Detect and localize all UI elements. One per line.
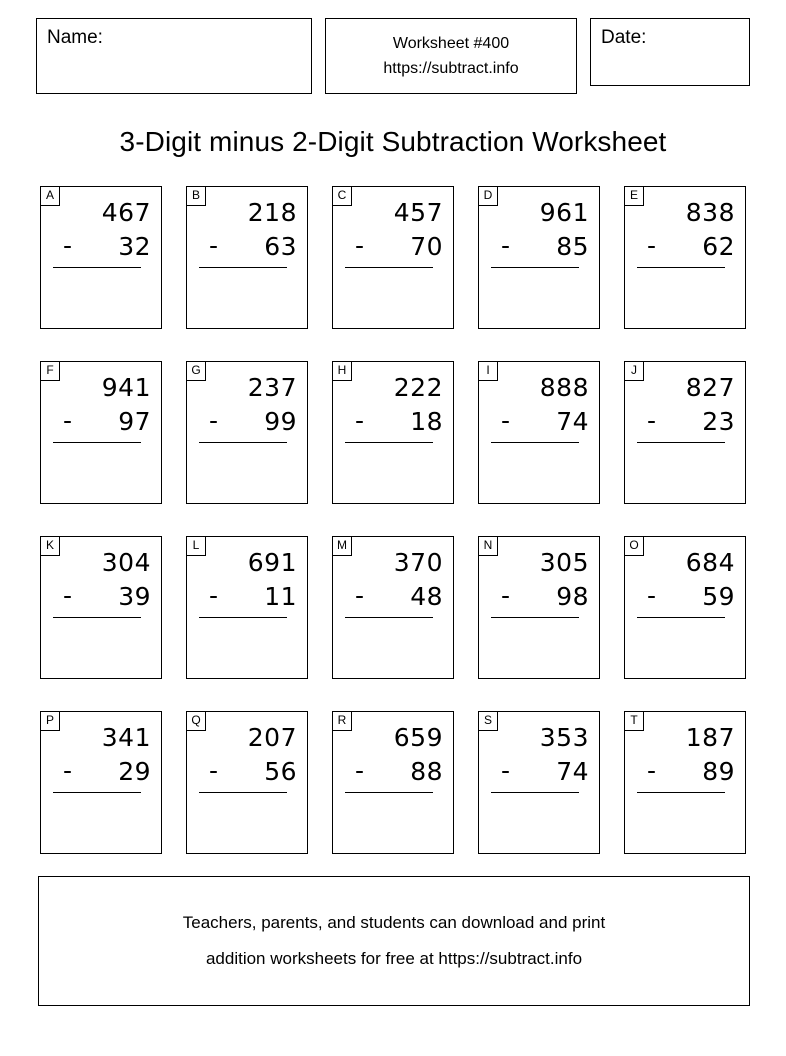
subtrahend: 98	[556, 581, 589, 611]
problem-item[interactable]	[624, 186, 746, 329]
answer-rule	[491, 792, 579, 793]
operator-symbol: -	[209, 406, 219, 435]
problem-calc	[187, 720, 297, 793]
subtrahend: 18	[410, 406, 443, 436]
problem-calc	[41, 720, 151, 793]
minuend: 370	[393, 547, 443, 577]
problem-grid	[36, 186, 750, 854]
operator-symbol: -	[209, 756, 219, 785]
minuend: 187	[685, 722, 735, 752]
problem-item[interactable]	[186, 536, 308, 679]
problem-label: S	[479, 712, 498, 731]
operator-symbol: -	[501, 231, 511, 260]
subtrahend: 97	[118, 406, 151, 436]
operator-symbol: -	[647, 406, 657, 435]
problem-label: P	[41, 712, 60, 731]
minuend: 684	[685, 547, 735, 577]
worksheet-url: https://subtract.info	[383, 60, 519, 77]
header-row	[36, 18, 750, 96]
problem-label: M	[333, 537, 352, 556]
operator-symbol: -	[647, 231, 657, 260]
subtrahend: 59	[702, 581, 735, 611]
problem-item[interactable]	[40, 536, 162, 679]
minuend: 207	[247, 722, 297, 752]
minuend: 941	[101, 372, 151, 402]
answer-rule	[637, 442, 725, 443]
problem-calc	[187, 370, 297, 443]
subtrahend: 56	[264, 756, 297, 786]
answer-rule	[345, 442, 433, 443]
operator-symbol: -	[355, 231, 365, 260]
subtrahend: 62	[702, 231, 735, 261]
problem-item[interactable]	[186, 711, 308, 854]
problem-calc	[479, 370, 589, 443]
operator-symbol: -	[209, 231, 219, 260]
problem-item[interactable]	[40, 711, 162, 854]
problem-label: R	[333, 712, 352, 731]
answer-rule	[199, 442, 287, 443]
problem-calc	[41, 545, 151, 618]
problem-label: J	[625, 362, 644, 381]
answer-rule	[637, 617, 725, 618]
problem-label: T	[625, 712, 644, 731]
answer-rule	[637, 792, 725, 793]
minuend: 222	[393, 372, 443, 402]
operator-symbol: -	[209, 581, 219, 610]
operator-symbol: -	[501, 756, 511, 785]
problem-calc	[333, 195, 443, 268]
page-title: 3-Digit minus 2-Digit Subtraction Worksheet	[119, 126, 667, 157]
minuend: 305	[539, 547, 589, 577]
subtrahend: 29	[118, 756, 151, 786]
operator-symbol: -	[647, 581, 657, 610]
problem-calc	[625, 545, 735, 618]
date-field[interactable]	[590, 18, 750, 86]
answer-rule	[53, 792, 141, 793]
problem-label: H	[333, 362, 352, 381]
problem-calc	[333, 545, 443, 618]
worksheet-info-box	[325, 18, 577, 94]
answer-rule	[199, 792, 287, 793]
operator-symbol: -	[647, 756, 657, 785]
subtrahend: 39	[118, 581, 151, 611]
footer-note	[38, 876, 750, 1006]
problem-item[interactable]	[478, 361, 600, 504]
answer-rule	[345, 267, 433, 268]
problem-label: I	[479, 362, 498, 381]
date-label: Date:	[601, 27, 647, 48]
problem-calc	[41, 195, 151, 268]
answer-rule	[491, 442, 579, 443]
problem-item[interactable]	[624, 536, 746, 679]
minuend: 838	[685, 197, 735, 227]
subtrahend: 23	[702, 406, 735, 436]
subtrahend: 89	[702, 756, 735, 786]
problem-item[interactable]	[478, 711, 600, 854]
subtrahend: 74	[556, 756, 589, 786]
problem-label: D	[479, 187, 498, 206]
problem-calc	[333, 720, 443, 793]
name-field[interactable]	[36, 18, 312, 94]
subtrahend: 32	[118, 231, 151, 261]
problem-calc	[41, 370, 151, 443]
answer-rule	[53, 617, 141, 618]
answer-rule	[199, 617, 287, 618]
operator-symbol: -	[355, 756, 365, 785]
problem-label: K	[41, 537, 60, 556]
subtrahend: 70	[410, 231, 443, 261]
operator-symbol: -	[63, 406, 73, 435]
problem-calc	[187, 545, 297, 618]
operator-symbol: -	[63, 756, 73, 785]
answer-rule	[345, 792, 433, 793]
problem-label: N	[479, 537, 498, 556]
problem-item[interactable]	[332, 711, 454, 854]
answer-rule	[53, 267, 141, 268]
problem-calc	[625, 370, 735, 443]
subtrahend: 11	[264, 581, 297, 611]
minuend: 691	[247, 547, 297, 577]
answer-rule	[491, 267, 579, 268]
problem-calc	[333, 370, 443, 443]
problem-item[interactable]	[186, 186, 308, 329]
name-label: Name:	[47, 27, 103, 48]
minuend: 457	[393, 197, 443, 227]
answer-rule	[199, 267, 287, 268]
answer-rule	[53, 442, 141, 443]
subtrahend: 85	[556, 231, 589, 261]
subtrahend: 99	[264, 406, 297, 436]
minuend: 467	[101, 197, 151, 227]
operator-symbol: -	[355, 406, 365, 435]
answer-rule	[345, 617, 433, 618]
problem-item[interactable]	[624, 711, 746, 854]
minuend: 961	[539, 197, 589, 227]
problem-calc	[625, 195, 735, 268]
minuend: 341	[101, 722, 151, 752]
problem-item[interactable]	[332, 536, 454, 679]
minuend: 827	[685, 372, 735, 402]
problem-item[interactable]	[186, 361, 308, 504]
problem-item[interactable]	[40, 361, 162, 504]
operator-symbol: -	[355, 581, 365, 610]
problem-item[interactable]	[624, 361, 746, 504]
problem-label: A	[41, 187, 60, 206]
problem-label: G	[187, 362, 206, 381]
problem-label: F	[41, 362, 60, 381]
operator-symbol: -	[63, 231, 73, 260]
operator-symbol: -	[63, 581, 73, 610]
problem-label: E	[625, 187, 644, 206]
subtrahend: 48	[410, 581, 443, 611]
problem-label: C	[333, 187, 352, 206]
problem-label: L	[187, 537, 206, 556]
worksheet-number: Worksheet #400	[392, 35, 510, 52]
minuend: 659	[393, 722, 443, 752]
problem-label: B	[187, 187, 206, 206]
problem-calc	[479, 545, 589, 618]
answer-rule	[637, 267, 725, 268]
problem-calc	[479, 720, 589, 793]
minuend: 304	[101, 547, 151, 577]
subtrahend: 63	[264, 231, 297, 261]
problem-calc	[479, 195, 589, 268]
problem-label: O	[625, 537, 644, 556]
minuend: 237	[247, 372, 297, 402]
minuend: 218	[247, 197, 297, 227]
problem-item[interactable]	[478, 186, 600, 329]
footer-line-2: addition worksheets for free at https://subtract.info	[205, 949, 583, 968]
problem-calc	[187, 195, 297, 268]
subtrahend: 74	[556, 406, 589, 436]
subtrahend: 88	[410, 756, 443, 786]
answer-rule	[491, 617, 579, 618]
problem-item[interactable]	[478, 536, 600, 679]
operator-symbol: -	[501, 581, 511, 610]
footer-line-1: Teachers, parents, and students can download and print	[182, 913, 606, 932]
operator-symbol: -	[501, 406, 511, 435]
minuend: 353	[539, 722, 589, 752]
problem-label: Q	[187, 712, 206, 731]
problem-item[interactable]	[332, 361, 454, 504]
problem-item[interactable]	[40, 186, 162, 329]
problem-calc	[625, 720, 735, 793]
problem-item[interactable]	[332, 186, 454, 329]
minuend: 888	[539, 372, 589, 402]
